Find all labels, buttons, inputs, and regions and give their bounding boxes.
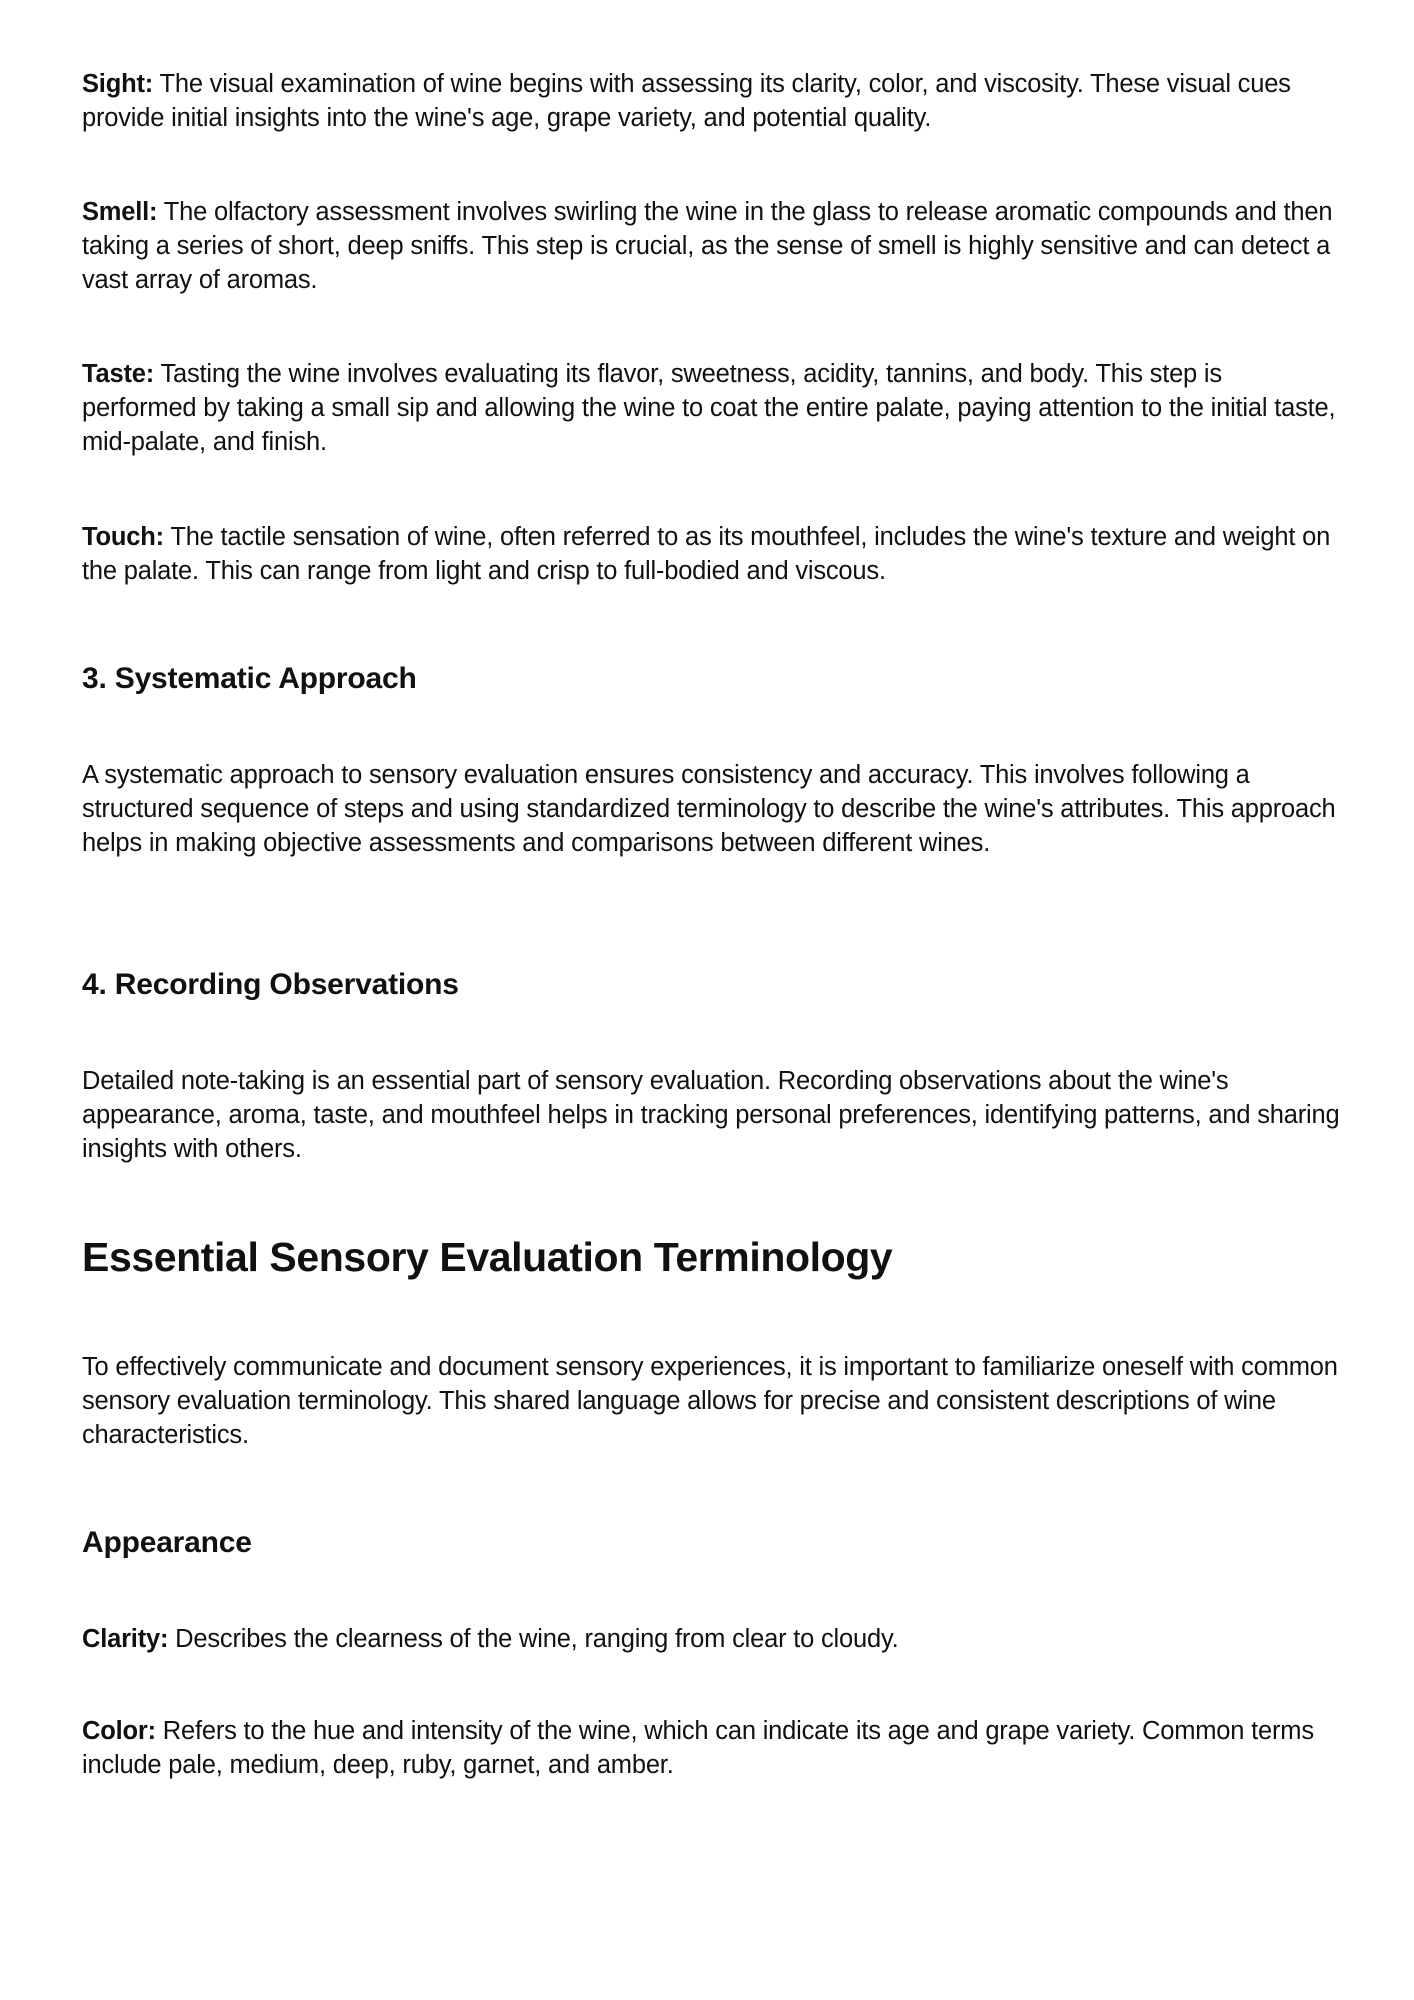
color-paragraph <box>82 1714 1342 1782</box>
sight-paragraph <box>82 67 1342 135</box>
touch-text: The tactile sensation of wine, often referred to as its mouthfeel, includes the wine's texture and weight on the palate. This can range from light and crisp to full-bodied and viscous. <box>82 523 1331 585</box>
sight-term: Sight: <box>82 70 154 98</box>
terminology-intro-block <box>82 1350 1342 1452</box>
sense-taste <box>82 357 1342 459</box>
touch-term: Touch: <box>82 523 164 551</box>
recording-body-block <box>82 1064 1342 1166</box>
recording-heading: 4. Recording Observations <box>82 968 459 1001</box>
systematic-paragraph: A systematic approach to sensory evaluation ensures consistency and accuracy. This involves following a structured sequence of steps and using standardized terminology to describe the wine's attributes. This approach helps in making objective assessments and comparisons between different wines. <box>82 761 1336 857</box>
sense-sight <box>82 67 1342 135</box>
clarity-paragraph <box>82 1622 1342 1656</box>
smell-paragraph <box>82 195 1342 297</box>
touch-paragraph <box>82 520 1342 588</box>
term-clarity <box>82 1622 1342 1656</box>
term-color <box>82 1714 1342 1782</box>
clarity-text: Describes the clearness of the wine, ranging from clear to cloudy. <box>168 1625 899 1653</box>
clarity-term: Clarity: <box>82 1625 169 1653</box>
recording-paragraph: Detailed note-taking is an essential part of sensory evaluation. Recording observations about the wine's appearance, aroma, taste, and mouthfeel helps in tracking personal preferences, identifying patterns, and sharing insights with others. <box>82 1067 1340 1163</box>
systematic-body-block <box>82 758 1342 860</box>
smell-term: Smell: <box>82 198 158 226</box>
color-text: Refers to the hue and intensity of the wine, which can indicate its age and grape variety. Common terms include pale, medium, deep, ruby, garnet, and amber. <box>82 1717 1314 1779</box>
terminology-intro: To effectively communicate and document sensory experiences, it is important to familiarize oneself with common sensory evaluation terminology. This shared language allows for precise and consistent descriptions of wine characteristics. <box>82 1353 1338 1449</box>
taste-paragraph <box>82 357 1342 459</box>
color-term: Color: <box>82 1717 156 1745</box>
taste-text: Tasting the wine involves evaluating its flavor, sweetness, acidity, tannins, and body. This step is performed by taking a small sip and allowing the wine to coat the entire palate, paying attention to the initial taste, mid-palate, and finish. <box>82 360 1336 456</box>
terminology-section <box>82 1232 1342 1282</box>
taste-term: Taste: <box>82 360 155 388</box>
appearance-section <box>82 1524 1342 1562</box>
sight-text: The visual examination of wine begins with assessing its clarity, color, and viscosity. These visual cues provide initial insights into the wine's age, grape variety, and potential quality. <box>82 70 1291 132</box>
sense-touch <box>82 520 1342 588</box>
smell-text: The olfactory assessment involves swirling the wine in the glass to release aromatic compounds and then taking a series of short, deep sniffs. This step is crucial, as the sense of smell is highly sensitive and can detect a vast array of aromas. <box>82 198 1333 294</box>
systematic-section <box>82 660 1342 698</box>
recording-section <box>82 966 1342 1004</box>
sense-smell <box>82 195 1342 297</box>
appearance-heading: Appearance <box>82 1526 252 1559</box>
terminology-heading: Essential Sensory Evaluation Terminology <box>82 1234 893 1280</box>
systematic-heading: 3. Systematic Approach <box>82 662 417 695</box>
